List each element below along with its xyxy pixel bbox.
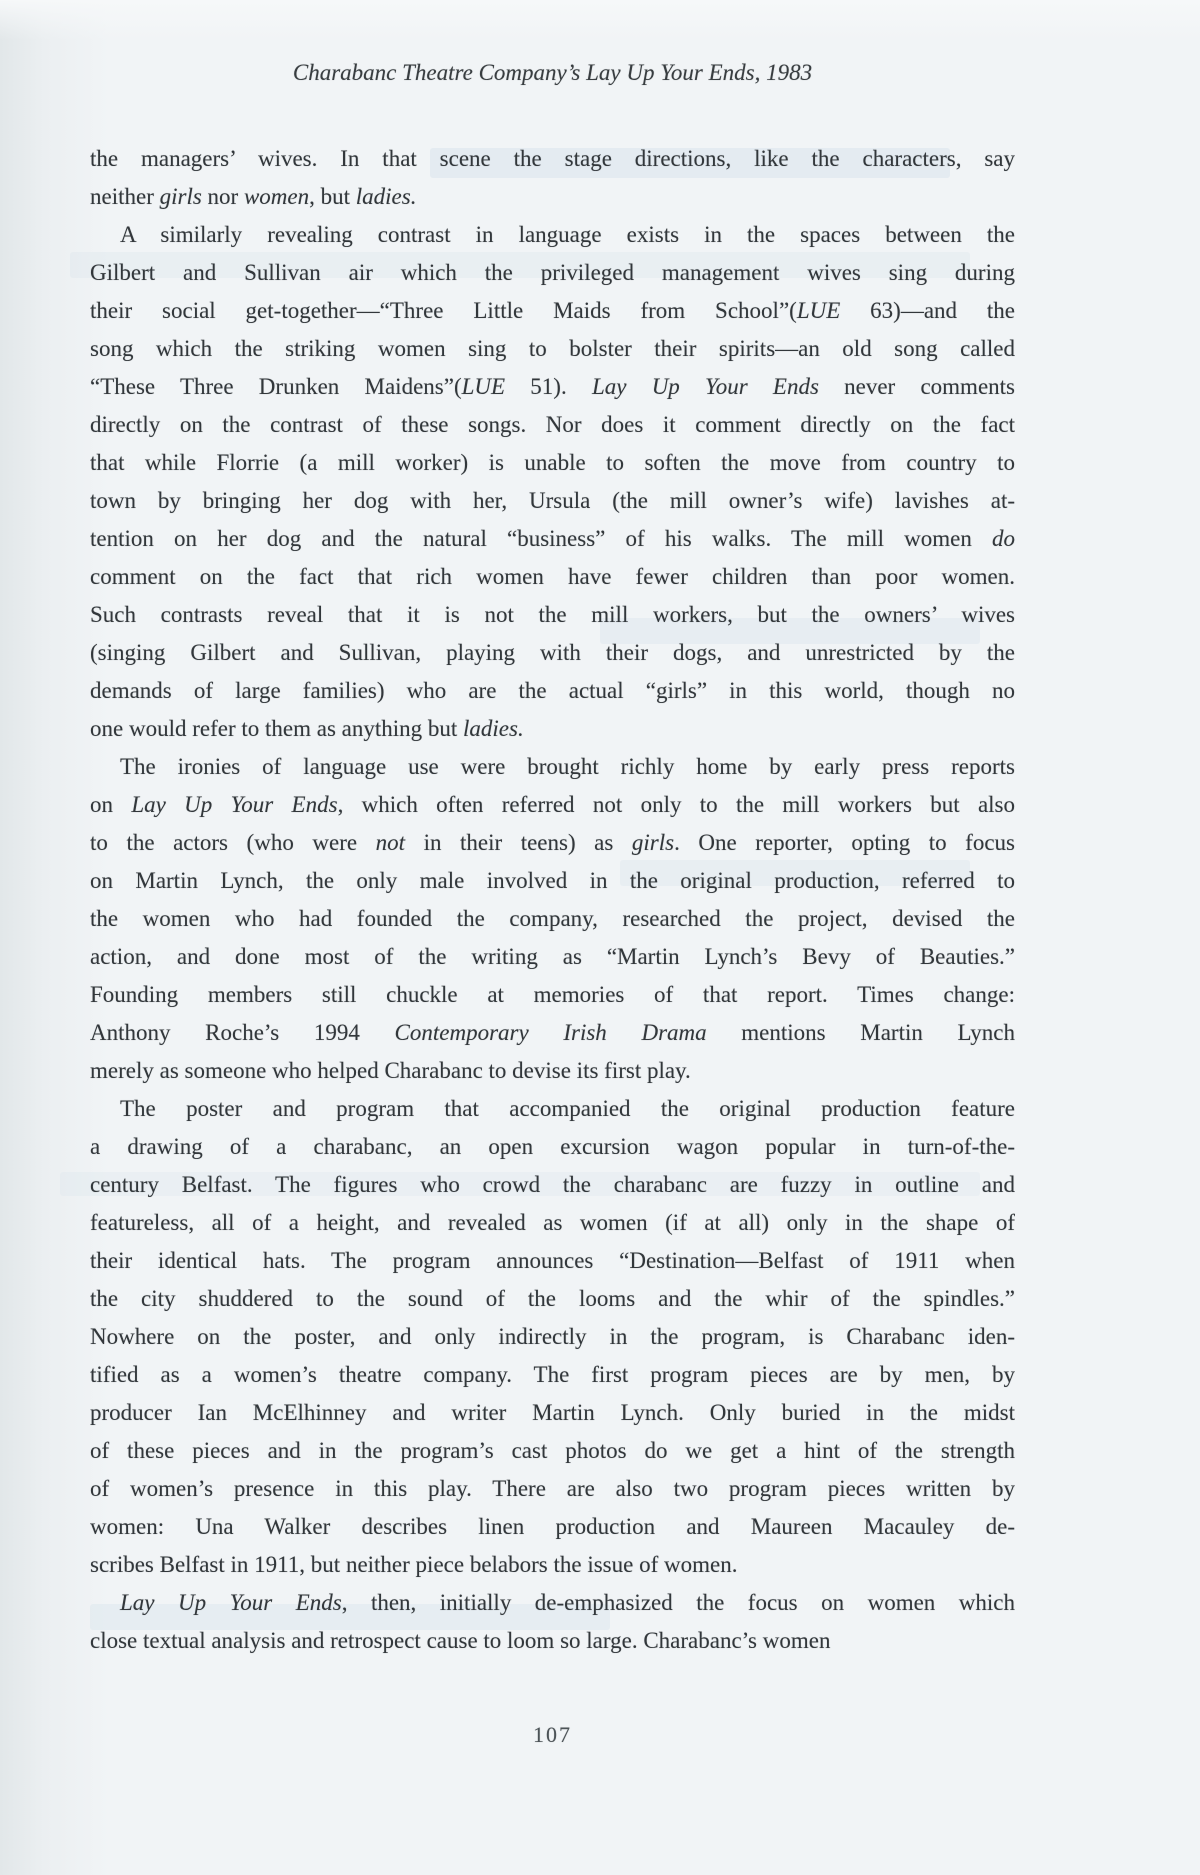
text-line: [90, 1432, 1015, 1470]
text-run: on Martin Lynch, the only male involved in the original production, referred to: [90, 868, 1015, 893]
text-line: [90, 672, 1015, 710]
text-run: to the actors (who were: [90, 830, 376, 855]
text-line: [90, 558, 1015, 596]
text-line: [90, 1166, 1015, 1204]
text-run: of these pieces and in the program’s cast photos do we get a hint of the strength: [90, 1438, 1015, 1463]
text-run: (singing Gilbert and Sullivan, playing with their dogs, and unrestricted by the: [90, 640, 1015, 665]
text-run: that while Florrie (a mill worker) is unable to soften the move from country to: [90, 450, 1015, 475]
text-line: [90, 862, 1015, 900]
text-line: [90, 216, 1015, 254]
paragraph: [90, 216, 1015, 748]
italic-text-run: ladies.: [463, 716, 524, 741]
text-line: [90, 520, 1015, 558]
text-run: their social get-together—“Three Little Maids from School”(: [90, 298, 797, 323]
text-column: [90, 0, 1015, 1875]
text-line: [90, 1508, 1015, 1546]
italic-text-run: ladies.: [355, 184, 417, 209]
text-run: comment on the fact that rich women have fewer children than poor women.: [90, 564, 1015, 589]
running-head: Charabanc Theatre Company’s Lay Up Your Ends, 1983: [292, 60, 813, 85]
text-line: [90, 786, 1015, 824]
text-line: [90, 1622, 1015, 1660]
text-run: . One reporter, opting to focus: [674, 830, 1015, 855]
text-line: [90, 292, 1015, 330]
italic-text-run: girls: [631, 830, 675, 855]
text-run: their identical hats. The program announces “Destination—Belfast of 1911 when: [90, 1248, 1015, 1273]
text-run: , which often referred not only to the mill workers but also: [337, 792, 1015, 817]
text-line: [90, 634, 1015, 672]
text-run: the women who had founded the company, researched the project, devised the: [90, 906, 1015, 931]
text-line: [90, 178, 1015, 216]
text-line: [90, 1242, 1015, 1280]
text-run: demands of large families) who are the actual “girls” in this world, though no: [90, 678, 1015, 703]
text-line: [90, 1470, 1015, 1508]
text-run: women: Una Walker describes linen production and Maureen Macauley de-: [90, 1514, 1015, 1539]
text-line: [90, 1090, 1015, 1128]
text-run: action, and done most of the writing as “Martin Lynch’s Bevy of Beauties.”: [90, 944, 1015, 969]
text-line: [90, 1546, 1015, 1584]
text-run: a drawing of a charabanc, an open excursion wagon popular in turn-of-the-: [90, 1134, 1015, 1159]
text-line: [90, 1356, 1015, 1394]
text-run: Anthony Roche’s 1994: [90, 1020, 395, 1045]
text-run: nor: [201, 184, 244, 209]
text-run: of women’s presence in this play. There are also two program pieces written by: [90, 1476, 1015, 1501]
text-run: town by bringing her dog with her, Ursula (the mill owner’s wife) lavishes at-: [90, 488, 1015, 513]
text-run: tified as a women’s theatre company. The first program pieces are by men, by: [90, 1362, 1015, 1387]
text-run: Founding members still chuckle at memories of that report. Times change:: [90, 982, 1015, 1007]
text-run: never comments: [818, 374, 1015, 399]
italic-text-run: do: [992, 526, 1015, 551]
text-line: [90, 900, 1015, 938]
text-run: in their teens) as: [405, 830, 632, 855]
text-line: [90, 976, 1015, 1014]
paragraph: [90, 748, 1015, 1090]
text-run: merely as someone who helped Charabanc to devise its first play.: [90, 1058, 691, 1083]
text-line: [90, 406, 1015, 444]
text-run: 63)—and the: [840, 298, 1015, 323]
text-run: Such contrasts reveal that it is not the mill workers, but the owners’ wives: [90, 602, 1015, 627]
text-run: the managers’ wives. In that scene the stage directions, like the characters, say: [90, 146, 1015, 171]
text-line: [90, 824, 1015, 862]
text-line: [90, 444, 1015, 482]
text-run: , then, initially de-emphasized the focus on women which: [341, 1590, 1015, 1615]
text-line: [90, 1394, 1015, 1432]
italic-text-run: LUE: [796, 298, 841, 323]
text-run: close textual analysis and retrospect cause to loom so large. Charabanc’s women: [90, 1628, 831, 1653]
text-line: [90, 748, 1015, 786]
body-text: [90, 140, 1015, 1660]
text-run: one would refer to them as anything but: [90, 716, 464, 741]
text-line: [90, 330, 1015, 368]
text-line: [90, 1128, 1015, 1166]
paragraph: [90, 1090, 1015, 1584]
text-line: [90, 1318, 1015, 1356]
italic-text-run: Lay Up Your Ends: [120, 1590, 342, 1615]
paragraph: [90, 140, 1015, 216]
text-line: [90, 1584, 1015, 1622]
text-run: , but: [309, 184, 356, 209]
text-run: The ironies of language use were brought richly home by early press reports: [120, 754, 1015, 779]
italic-text-run: Lay Up Your Ends: [131, 792, 338, 817]
italic-text-run: girls: [159, 184, 202, 209]
text-run: neither: [90, 184, 160, 209]
italic-text-run: not: [375, 830, 406, 855]
text-line: [90, 482, 1015, 520]
text-line: [90, 1014, 1015, 1052]
text-run: the city shuddered to the sound of the looms and the whir of the spindles.”: [90, 1286, 1015, 1311]
text-line: [90, 1280, 1015, 1318]
italic-text-run: Lay Up Your Ends: [591, 374, 819, 399]
text-run: Gilbert and Sullivan air which the privileged management wives sing during: [90, 260, 1015, 285]
text-run: A similarly revealing contrast in language exists in the spaces between the: [120, 222, 1015, 247]
paragraph: [90, 1584, 1015, 1660]
text-run: directly on the contrast of these songs. Nor does it comment directly on the fact: [90, 412, 1015, 437]
page-number: 107: [533, 1722, 572, 1747]
text-run: century Belfast. The figures who crowd the charabanc are fuzzy in outline and: [90, 1172, 1015, 1197]
text-line: [90, 254, 1015, 292]
italic-text-run: Contemporary Irish Drama: [394, 1020, 707, 1045]
text-run: 51).: [505, 374, 592, 399]
text-line: [90, 368, 1015, 406]
text-line: [90, 596, 1015, 634]
italic-text-run: LUE: [461, 374, 506, 399]
text-run: tention on her dog and the natural “business” of his walks. The mill women: [90, 526, 992, 551]
text-run: on: [90, 792, 132, 817]
text-run: Nowhere on the poster, and only indirectly in the program, is Charabanc iden-: [90, 1324, 1015, 1349]
text-run: song which the striking women sing to bolster their spirits—an old song called: [90, 336, 1015, 361]
text-line: [90, 938, 1015, 976]
text-run: producer Ian McElhinney and writer Martin Lynch. Only buried in the midst: [90, 1400, 1015, 1425]
text-run: mentions Martin Lynch: [706, 1020, 1015, 1045]
text-run: “These Three Drunken Maidens”(: [90, 374, 462, 399]
text-line: [90, 1204, 1015, 1242]
text-line: [90, 710, 1015, 748]
text-run: scribes Belfast in 1911, but neither piece belabors the issue of women.: [90, 1552, 738, 1577]
text-line: [90, 1052, 1015, 1090]
text-run: featureless, all of a height, and revealed as women (if at all) only in the shape of: [90, 1210, 1015, 1235]
text-run: The poster and program that accompanied the original production feature: [120, 1096, 1015, 1121]
text-line: [90, 140, 1015, 178]
italic-text-run: women: [243, 184, 310, 209]
